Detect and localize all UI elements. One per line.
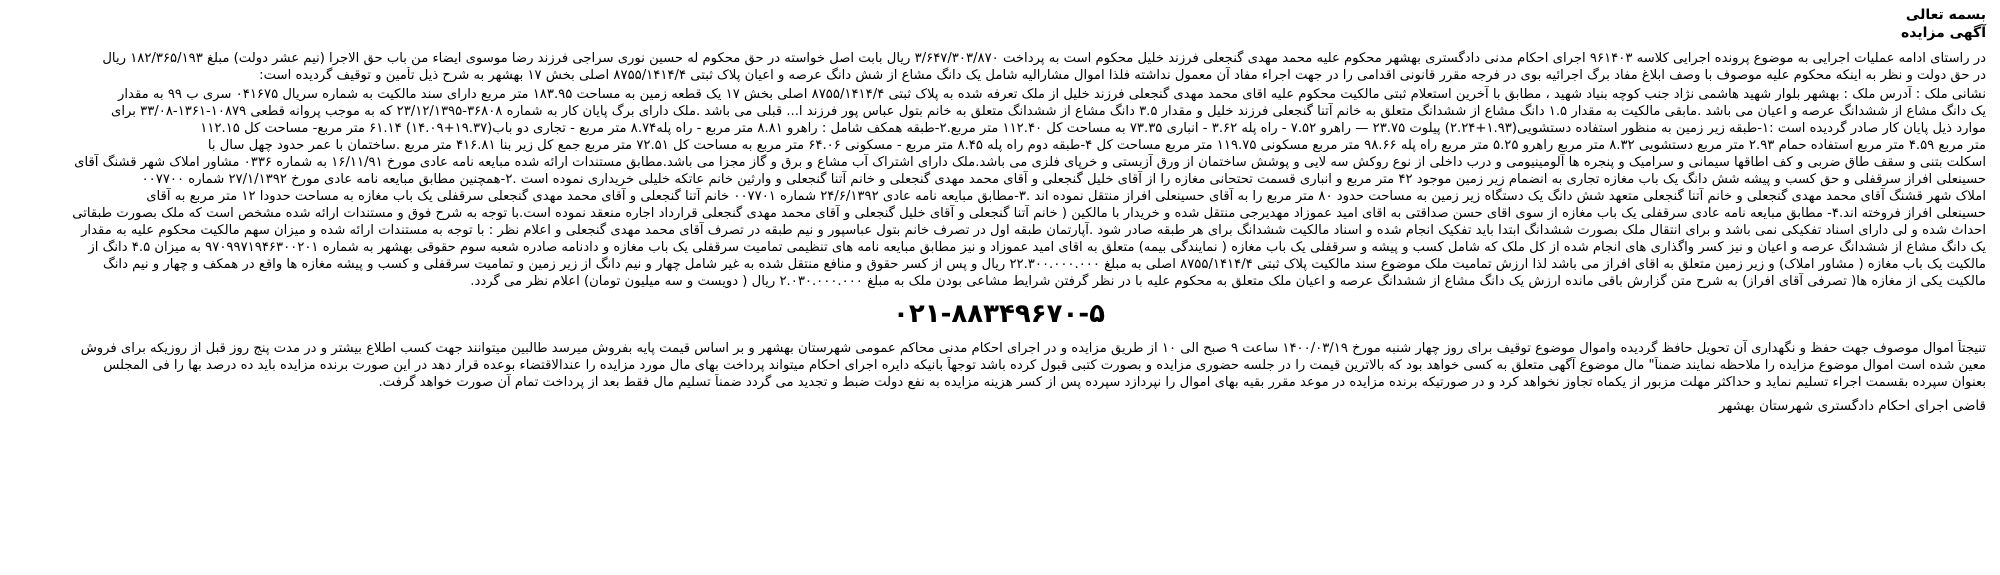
text-line: موارد ذیل پایان کار صادر گردیده است :۱-طبقه زیر زمین به منظور استفاده دستشویی(۱.۹۳+۲.۲۴) پیلوت ۲۳.۷۵ — راهرو ۷.۵۲ - راه پله ۳.۶۲ - انباری ۷۳.۳۵ به مساحت کل ۱۱۲.۴۰ متر مربع.۲-طبقه همکف شامل : راهرو ۸.۸۱ متر مربع - راه پله۸.۷۴ متر مربع - تجاری دو باب(۱۹.۳۷+۱۴.۰۹) ۶۱.۱۴ متر مربع- مساحت کل ۱۱۲.۱۵	[200, 121, 1986, 136]
text-line: املاک شهر قشنگ آقای محمد مهدی گنجعلی و خانم آتنا گنجعلی متعهد شش دانگ یک دستگاه زیر زمین به مساحت حدود ۸۰ متر مربع را به آقای حسینعلی افراز منتقل نموده اند .۳-مطابق مبایعه نامه عادی ۲۴/۶/۱۳۹۲ شماره ۰۰۷۷۰۱ خانم آتنا گنجعلی و آقای محمد مهدی گنجعلی سرقفلی یک باب مغازه به مساحت حدودا ۱۲ متر مربع به آقای	[146, 189, 1986, 204]
phone-watermark: ۰۲۱-۸۸۳۴۹۶۷۰-۵	[892, 299, 1105, 329]
text-line: احداث شده و لی دارای اسناد تفکیکی نمی باشد و برای انتقال ملک بصورت ششدانگ ابتدا باید تفکیک انجام شده و اسناد مالکیت ششدانگ برای هر طبقه صادر شود .آپارتمان طبقه اول در تصرف خانم بتول عباسپور و نیم طبقه در تصرف آقای محمد مهدی گنجعلی و اعلام نظر : با توجه به مستندات ارائه شده و میزان سهم مالکیت محکوم علیه به مقدار	[81, 223, 1986, 238]
text-line: حسینعلی افراز فروخته اند.۴- مطابق مبایعه نامه عادی سرقفلی یک باب مغازه از سوی اقای حسن صداقتی به اقای امید عموزاد مهدیرجی منتقل شده و خریدار با مالکین ( خانم آتنا گنجعلی و آقای خلیل گنجعلی و آقای محمد مهدی گنجعلی قرارداد اجاره منعقد نموده است.با توجه به شرح فوق و مستندات ارائه شده مشخص است که ملک بصورت طبقاتی	[72, 206, 1986, 221]
auction-terms-paragraph	[12, 340, 1986, 391]
text-line: بعنوان سپرده بقسمت اجراء تسلیم نماید و حداکثر مهلت مزبور از یکماه تجاوز نخواهد کرد و در صورتیکه برنده مزایده در موعد مقرر بقیه بهای اموال را نپردازد سپرده پس از کسر هزینه مزایده به نفع دولت ضبط و تجدید می گردد ضمناً تسلیم مال فقط بعد از پرداخت تمام آن صورت خواهد گرفت.	[378, 375, 1986, 390]
enforcement-paragraph	[12, 50, 1986, 84]
signature: قاضی اجرای احکام دادگستری شهرستان بهشهر	[1718, 398, 1986, 414]
notice-header	[12, 6, 1986, 42]
text-line: در راستای ادامه عملیات اجرایی به موضوع پرونده اجرایی کلاسه ۹۶۱۴۰۳ اجرای احکام مدنی دادگستری بهشهر محکوم علیه محمد مهدی گنجعلی فرزند خلیل محکوم است به پرداخت ۳/۶۴۷/۳۰۳/۸۷۰ ریال بابت اصل خواسته در حق محکوم له حسین نوری سراجی فرزند رضا موسوی ایضاء من باب حق الاجرا (نیم عشر دولت) مبلغ ۱۸۲/۳۶۵/۱۹۳ ریال	[102, 51, 1986, 66]
text-line: متر مربع ۴.۵۹ متر مربع استفاده حمام ۲.۹۳ متر مربع دستشویی ۸.۳۲ متر مربع راهرو ۵.۲۵ متر مربع راه پله ۹۸.۶۶ متر مربع مسکونی ۱۱۹.۷۵ متر مربع مساحت کل ۴-طبقه دوم راه پله ۸.۴۵ متر مربع - مسکونی ۶۴.۰۶ متر مربع به مساحت کل ۷۲.۵۱ متر مربع جمع کل زیر بنا ۴۱۶.۸۱ متر مربع .ساختمان با عمر حدود چهل سال با	[207, 138, 1986, 153]
text-line: مالکیت یکی از مغازه ها( تصرفی آقای افراز) به شرح متن گزارش باقی مانده ارزش یک دانگ مشاع از ششدانگ عرصه و اعیان ملک متعلق به محکوم علیه با در نظر گرفتن شرایط مشاعی بودن ملک به مبلغ ۲.۰۳۰.۰۰۰.۰۰۰ ریال ( دویست و سه میلیون تومان) اعلام نظر می گردد.	[470, 274, 1986, 289]
bismillah-heading: بسمه تعالی	[1905, 7, 1986, 23]
property-description-paragraph	[12, 86, 1986, 290]
text-line: مالکیت یک باب مغازه ( مشاور املاک) و زیر زمین متعلق به اقای افراز می باشد لذا ارزش تمامیت ملک موضوع سند مالکیت پلاک ثبتی ۸۷۵۵/۱۴۱۴/۴ اصلی به مبلغ ۲۲.۳۰۰.۰۰۰.۰۰۰ ریال و پس از کسر حقوق و منافع منتقل شده به غیر شامل چهار و نیم دانگ از زیر زمین و تمامیت سرقفلی و کسب و پیشه مغازه ها واقع در همکف و چهار و نیم دانگ	[102, 257, 1986, 272]
text-line: نشانی ملک : آدرس ملک : بهشهر بلوار شهید هاشمی نژاد جنب کوچه بنیاد شهید ، مطابق با آخرین استعلام ثبتی مالکیت محکوم علیه اقای محمد مهدی گنجعلی فرزند خلیل از ملک تعرفه شده به پلاک ثبتی ۸۷۵۵/۱۴۱۴/۴ اصلی بخش ۱۷ یک قطعه زمین به مساحت ۱۸۳.۹۵ متر مربع دارای سند مالکیت به شماره سریال ۰۴۱۶۷۵ سری ب ۹۹ به مقدار	[118, 87, 1986, 102]
text-line: حسینعلی افراز سرقفلی و حق کسب و پیشه شش دانگ یک باب مغازه تجاری به انضمام زیر زمین موجود ۴۲ متر مربع و انباری قسمت تحتحانی مغازه را از آقای خلیل گنجعلی و آقای محمد مهدی گنجعلی و خانم آتنا گنجعلی و وارثین خانم عاتکه خلیلی خریداری نموده است .۲-همچنین مطابق مبایعه نامه عادی مورخ ۲۷/۱/۱۳۹۲ شماره ۰۰۷۷۰۰	[141, 172, 1986, 187]
text-line: یک دانگ مشاع از ششدانگ عرصه و اعیان و نیز کسر واگذاری های انجام شده از کل ملک که شامل کسب و پیشه و سرقفلی یک باب مغازه ( نمایندگی بیمه) متعلق به اقای امید عموزاد و نیز مطابق مبایعه نامه های تنظیمی تمامیت سرقفلی یک باب مغازه و دادنامه صادره شعبه سوم حقوقی بهشهر به شماره ۹۷۰۹۹۷۱۹۴۶۳۰۰۲۰۱ به میزان ۴.۵ دانگ از	[88, 240, 1986, 255]
text-line: اسکلت بتنی و سقف طاق ضربی و کف اطاقها سیمانی و سرامیک و پنجره ها آلومینیومی و درب داخلی از نوع روکش سه لایی و پوشش ساختمان از ورق آزبستی و خرپای فلزی می باشد.ملک دارای اشتراک آب مشاع و برق و گاز مجزا می باشد.مطابق مستندات ارائه شده مبایعه نامه عادی مورخ ۱۶/۱۱/۹۱ به شماره ۰۳۳۶ مشاور املاک شهر قشنگ آقای	[74, 155, 1986, 170]
text-line: در حق دولت و نظر به اینکه محکوم علیه موصوف با وصف ابلاغ مفاد برگ اجرائیه بوی در فرجه مقرر قانونی اقدامی را در جهت اجراء مفاد آن معمول نداشته فلذا اموال مشارالیه شامل یک دانگ مشاع از شش دانگ عرصه و اعیان پلاک ثبتی ۸۷۵۵/۱۴۱۴/۴ اصلی بخش ۱۷ بهشهر به شرح ذیل تأمین و توقیف گردیده است:	[259, 68, 1986, 83]
text-line: تنیجتاً اموال موصوف جهت حفظ و نگهداری آن تحویل حافظ گردیده واموال موضوع توقیف برای روز چهار شنبه مورخ ۱۴۰۰/۰۳/۱۹ ساعت ۹ صبح الی ۱۰ از طریق مزایده و در اجرای احکام مدنی محاکم عمومی شهرستان بهشهر و بر اساس قیمت پایه بفروش میرسد طالبین میتوانند جهت کسب اطلاع بیشتر و در مدت پنج روز قبل از روزیکه برای فروش	[80, 341, 1986, 356]
notice-title: آگهی مزایده	[1900, 25, 1986, 41]
text-line: معین شده است اموال موضوع مزایده را ملاحظه نمایند ضمناً" مال موضوع آگهی متعلق به کسی خواهد بود که بالاترین قیمت را در جلسه حضوری مزایده و بصورت کتبی قبول کرده باشد توجهاً بانیکه دایره اجرای احکام میتواند پرداخت بهای مال مورد مزایده را عندالاقتضاء بوعده قرار دهد در این صورت برنده مزایده باید ده درصد بها را فی المجلس	[103, 358, 1986, 373]
text-line: یک دانگ مشاع از ششدانگ عرصه و اعیان می باشد .مابقی مالکیت به مقدار ۱.۵ دانگ مشاع از ششدانگ متعلق به خانم آتنا گنجعلی فرزند خلیل و مقدار ۳.۵ دانگ مشاع از ششدانگ متعلق به خانم بتول عباس پور فرزند ا... قبلی می باشد .ملک دارای برگ پایان کار به شماره ۳۶۸۰۸-۲۳/۱۲/۱۳۹۵ که به موجب پروانه قطعی ۱۰۸۷۹-۱۳۶۱-۳۳/۰۸ برای	[111, 104, 1986, 119]
